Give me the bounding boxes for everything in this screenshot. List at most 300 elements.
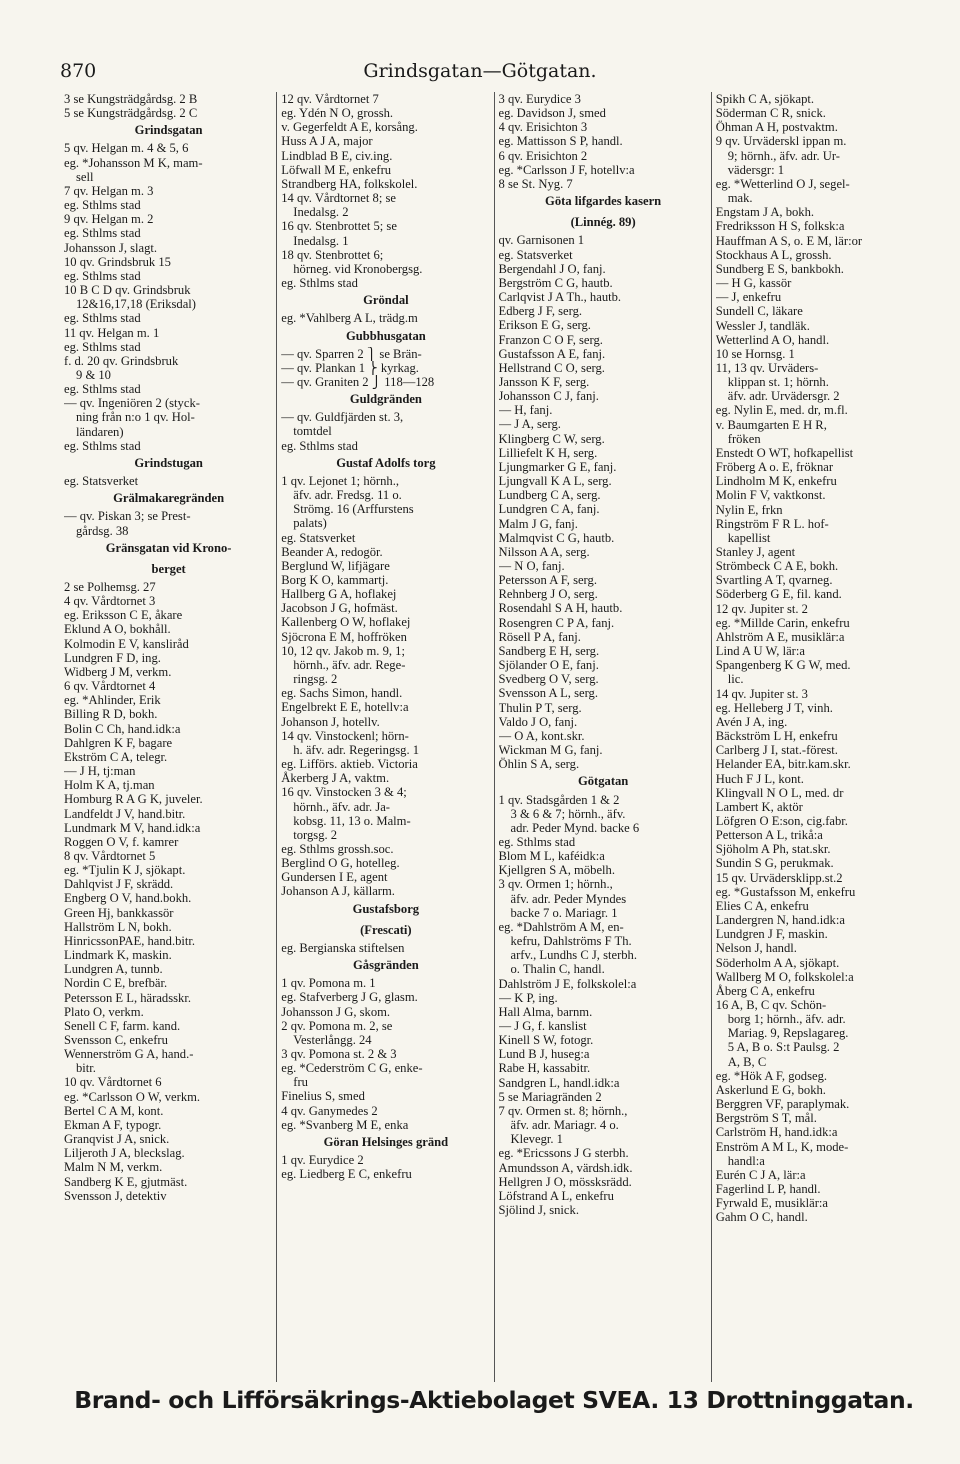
- directory-entry: eg. *Carlsson O W, verkm.: [64, 1089, 201, 1104]
- directory-entry: 9 qv. Helgan m. 2: [64, 212, 154, 227]
- directory-entry: eg. Sthlms stad: [64, 382, 141, 397]
- directory-entry: ning från n:o 1 qv. Hol-: [76, 410, 195, 425]
- directory-entry: ringsg. 2: [293, 672, 338, 687]
- directory-entry: Fagerlind L P, handl.: [715, 1182, 821, 1197]
- directory-entry: Blom M L, kaféidk:a: [498, 849, 605, 864]
- directory-entry: lic.: [727, 672, 744, 687]
- directory-entry: Wennerström G A, hand.-: [64, 1047, 194, 1062]
- directory-entry: Sandberg K E, gjutmäst.: [64, 1174, 188, 1189]
- directory-entry: Jacobson J G, hofmäst.: [281, 601, 398, 616]
- directory-entry: eg. *Dahlström A M, en-: [498, 919, 624, 934]
- directory-entry: Stockhaus A L, grossh.: [715, 247, 832, 262]
- street-heading: (Linnég. 89): [570, 215, 636, 230]
- directory-entry: 9; hörnh., äfv. adr. Ur-: [727, 148, 840, 163]
- directory-entry: Plato O, verkm.: [64, 1004, 144, 1019]
- directory-entry: 12 qv. Vårdtornet 7: [281, 92, 379, 106]
- directory-entry: — N O, fanj.: [498, 559, 565, 573]
- directory-entry: 5 qv. Helgan m. 4 & 5, 6: [64, 141, 189, 156]
- directory-entry: Petersson E L, häradsskr.: [64, 990, 191, 1005]
- directory-entry: Lind A U W, lär:a: [715, 644, 805, 659]
- page-header: [60, 60, 900, 88]
- directory-entry: arfv., Lundhs C J, sterbh.: [510, 948, 638, 963]
- directory-entry: o. Thalin C, handl.: [510, 962, 605, 977]
- directory-entry: Lindholm M K, enkefru: [715, 474, 837, 489]
- directory-entry: Billing R D, bokh.: [64, 707, 158, 722]
- directory-entry: Beander A, redogör.: [281, 544, 383, 559]
- directory-entry: Jansson K F, serg.: [498, 374, 590, 389]
- directory-entry: Kallenberg O W, hoflakej: [281, 615, 411, 630]
- directory-entry: Ringström F R L. hof-: [715, 516, 829, 531]
- street-heading: Grälmakaregränden: [113, 491, 225, 506]
- directory-entry: h. äfv. adr. Regeringsg. 1: [293, 742, 420, 757]
- directory-entry: Nylin E, frkn: [715, 502, 783, 517]
- directory-entry: tomtdel: [293, 424, 332, 439]
- directory-entry: Kinell S W, fotogr.: [498, 1033, 594, 1048]
- directory-entry: Strandberg HA, folkskolel.: [281, 176, 418, 191]
- directory-entry: Johansson J, slagt.: [64, 240, 158, 255]
- directory-entry: Johansson C J, fanj.: [498, 389, 599, 404]
- street-heading: Gubbhusgatan: [345, 328, 426, 343]
- directory-entry: Helander EA, bitr.kam.skr.: [715, 757, 851, 772]
- directory-entry: Löfgren O E:son, cig.fabr.: [715, 813, 848, 828]
- directory-entry: Avén J A, ing.: [715, 714, 788, 729]
- directory-entry: 12 qv. Jupiter st. 2: [715, 601, 808, 616]
- directory-entry: — qv. Piskan 3; se Prest-: [64, 509, 191, 524]
- directory-entry: eg. *Millde Carin, enkefru: [715, 615, 850, 630]
- directory-entry: Fröberg A o. E, fröknar: [715, 460, 834, 475]
- directory-entry: eg. Ydén N O, grossh.: [281, 106, 394, 121]
- directory-entry: Sundberg E S, bankbokh.: [715, 261, 844, 276]
- directory-entry: Fredriksson H S, folksk:a: [715, 219, 845, 234]
- directory-entry: A, B, C: [727, 1054, 767, 1069]
- street-heading: Guldgränden: [349, 392, 422, 407]
- street-heading: Göran Helsinges gränd: [323, 1134, 449, 1149]
- directory-entry: 12&16,17,18 (Eriksdal): [76, 297, 196, 312]
- directory-entry: eg. Davidson J, smed: [498, 106, 606, 121]
- directory-entry: handl:a: [727, 1153, 765, 1168]
- directory-entry: bitr.: [76, 1061, 96, 1076]
- directory-entry: äfv. adr. Mariagr. 4 o.: [510, 1118, 619, 1133]
- directory-entry: 15 qv. Urvädersklipp.st.2: [715, 870, 843, 885]
- directory-entry: Johanson J, hotellv.: [281, 714, 380, 729]
- directory-entry: Engstam J A, bokh.: [715, 205, 815, 220]
- directory-entry: mak.: [727, 191, 753, 206]
- directory-entry: eg. *Johansson M K, mam-: [64, 155, 203, 170]
- directory-entry: Bergström C G, hautb.: [498, 275, 613, 290]
- column-4: [711, 92, 928, 1382]
- directory-entry: Klingberg C W, serg.: [498, 431, 605, 446]
- directory-entry: Wetterlind A O, handl.: [715, 332, 830, 347]
- directory-entry: Hallberg G A, hoflakej: [281, 587, 397, 602]
- directory-entry: 11 qv. Helgan m. 1: [64, 325, 160, 340]
- directory-entry: HinricssonPAE, hand.bitr.: [64, 933, 196, 948]
- directory-entry: Johanson A J, källarm.: [281, 884, 395, 899]
- directory-entry: Löfwall M E, enkefru: [281, 162, 392, 177]
- directory-entry: Hellgren J O, mössksrädd.: [498, 1174, 632, 1189]
- directory-entry: ländaren): [76, 424, 124, 439]
- directory-entry: 4 qv. Vårdtornet 3: [64, 594, 156, 609]
- directory-entry: Carlberg J I, stat.-förest.: [715, 743, 838, 758]
- column-3: [494, 92, 711, 1382]
- directory-entry: eg. *Cederström C G, enke-: [281, 1061, 423, 1076]
- directory-entry: f. d. 20 qv. Grindsbruk: [64, 353, 179, 368]
- directory-entry: Öhman A H, postvaktm.: [715, 120, 838, 135]
- directory-entry: eg. *Ericssons J G sterbh.: [498, 1146, 629, 1161]
- directory-entry: Sjöholm A Ph, stat.skr.: [715, 842, 831, 857]
- directory-entry: Lundgren F D, ing.: [64, 650, 161, 665]
- directory-entry: Lindblad B E, civ.ing.: [281, 148, 393, 163]
- directory-entry: 16 A, B, C qv. Schön-: [715, 998, 827, 1012]
- directory-entry: Klevegr. 1: [510, 1132, 563, 1147]
- street-heading: berget: [151, 561, 186, 576]
- directory-entry: kefru, Dahlströms F Th.: [510, 934, 632, 949]
- directory-entry: Engelbrekt E E, hotellv:a: [281, 700, 409, 715]
- directory-entry: — J, enkefru: [715, 290, 782, 305]
- directory-entry: eg. Sthlms stad: [281, 438, 358, 453]
- directory-entry: — qv. Graniten 2 ⎭ 118—128: [281, 374, 435, 389]
- directory-entry: — qv. Ingeniören 2 (styck-: [64, 396, 200, 411]
- directory-entry: Svensson A L, serg.: [498, 686, 598, 701]
- directory-entry: torgsg. 2: [293, 827, 338, 842]
- directory-entry: Malm J G, fanj.: [498, 516, 578, 531]
- directory-entry: eg. *Carlsson J F, hotellv:a: [498, 162, 635, 177]
- directory-entry: fru: [293, 1075, 308, 1090]
- directory-entry: Ljungmarker G E, fanj.: [498, 459, 617, 474]
- directory-entry: 5 se Kungsträdgårdsg. 2 C: [64, 106, 198, 121]
- directory-entry: Åberg C A, enkefru: [715, 983, 815, 998]
- directory-entry: hörneg. vid Kronobergsg.: [293, 261, 423, 276]
- directory-entry: Sjölind J, snick.: [498, 1203, 579, 1218]
- street-heading: (Frescati): [360, 922, 412, 937]
- directory-entry: Nordin C E, brefbär.: [64, 976, 168, 991]
- directory-entry: Thulin P T, serg.: [498, 700, 582, 715]
- directory-entry: eg. *Gustafsson M, enkefru: [715, 884, 856, 899]
- directory-entry: Öhlin S A, serg.: [498, 757, 580, 772]
- directory-entry: 16 qv. Vinstocken 3 & 4;: [281, 785, 407, 800]
- directory-entry: eg. Sthlms stad: [64, 226, 141, 241]
- directory-entry: 4 qv. Ganymedes 2: [281, 1103, 378, 1118]
- directory-entry: — J A, serg.: [498, 417, 561, 432]
- directory-entry: Fyrwald E, musiklär:a: [715, 1196, 829, 1211]
- directory-entry: Nilsson A A, serg.: [498, 544, 590, 559]
- directory-entry: Landfeldt J V, hand.bitr.: [64, 806, 186, 821]
- directory-entry: Dahlqvist J F, skrädd.: [64, 877, 174, 892]
- street-heading: Gustafsborg: [352, 901, 420, 916]
- directory-entry: — qv. Guldfjärden st. 3,: [281, 410, 404, 425]
- directory-entry: eg. Sachs Simon, handl.: [281, 686, 403, 701]
- directory-entry: 14 qv. Vårdtornet 8; se: [281, 191, 396, 206]
- directory-entry: Dahlström J E, folkskolel:a: [498, 976, 637, 991]
- directory-entry: Hallström L N, bokh.: [64, 919, 172, 934]
- street-heading: Grindsgatan: [134, 123, 203, 138]
- directory-entry: Hauffman A S, o. E M, lär:or: [715, 233, 863, 248]
- directory-entry: Svensson J, detektiv: [64, 1188, 167, 1203]
- directory-entry: Johansson J G, skom.: [281, 1004, 391, 1019]
- directory-entry: Gustafsson A E, fanj.: [498, 346, 606, 361]
- directory-entry: 5 A, B o. S:t Paulsg. 2: [727, 1040, 840, 1055]
- directory-entry: Söderberg G E, fil. kand.: [715, 587, 842, 602]
- directory-entry: eg. Sthlms stad: [64, 339, 141, 354]
- directory-entry: Lundberg C A, serg.: [498, 488, 601, 503]
- directory-entry: eg. Lifförs. aktieb. Victoria: [281, 757, 418, 772]
- directory-entry: eg. Helleberg J T, vinh.: [715, 700, 833, 715]
- directory-entry: Berglund W, lifjägare: [281, 558, 390, 573]
- directory-entry: Lundgren A, tunnb.: [64, 962, 163, 977]
- directory-entry: Sandgren L, handl.idk:a: [498, 1075, 620, 1090]
- directory-entry: v. Gegerfeldt A E, korsång.: [281, 120, 418, 135]
- directory-entry: Wallberg M O, folkskolel:a: [715, 969, 854, 984]
- directory-entry: Amundsson A, värdsh.idk.: [498, 1160, 633, 1175]
- directory-entry: Lundgren J F, maskin.: [715, 927, 828, 942]
- directory-entry: 3 qv. Pomona st. 2 & 3: [281, 1047, 397, 1061]
- directory-entry: 9 qv. Urväderskl ippan m.: [715, 134, 847, 149]
- directory-entry: Sjölander O E, fanj.: [498, 658, 599, 673]
- directory-entry: eg. Liedberg E C, enkefru: [281, 1167, 412, 1182]
- directory-entry: Mariag. 9, Repslagareg.: [727, 1026, 849, 1041]
- directory-entry: Roggen O V, f. kamrer: [64, 834, 179, 849]
- directory-entry: v. Baumgarten E H R,: [715, 417, 827, 432]
- directory-entry: Bergendahl J O, fanj.: [498, 261, 606, 276]
- directory-entry: Granqvist J A, snick.: [64, 1132, 170, 1147]
- directory-entry: 9 & 10: [76, 367, 111, 382]
- directory-entry: fröken: [727, 431, 761, 446]
- directory-entry: Strömg. 16 (Arffurstens: [293, 502, 414, 517]
- directory-entry: 6 qv. Vårdtornet 4: [64, 679, 156, 694]
- directory-entry: Stanley J, agent: [715, 545, 796, 559]
- directory-entry: Holm K A, tj.man: [64, 778, 155, 793]
- directory-entry: eg. Stafverberg J G, glasm.: [281, 990, 418, 1005]
- directory-entry: Senell C F, farm. kand.: [64, 1018, 181, 1033]
- directory-entry: eg. *Wetterlind O J, segel-: [715, 176, 850, 191]
- directory-entry: Finelius S, smed: [281, 1089, 365, 1104]
- directory-entry: 7 qv. Helgan m. 3: [64, 183, 154, 198]
- directory-entry: Molin F V, vaktkonst.: [715, 488, 826, 503]
- directory-entry: Inedalsg. 1: [293, 233, 349, 248]
- footer-advert: Brand- och Lifförsäkrings-Aktiebolaget SVEA. 13 Drottninggatan.: [74, 1386, 914, 1414]
- directory-entry: eg. Bergianska stiftelsen: [281, 940, 405, 955]
- directory-entry: 10 qv. Grindsbruk 15: [64, 254, 171, 269]
- directory-entry: backe 7 o. Mariagr. 1: [510, 905, 618, 920]
- directory-entry: Petersson A F, serg.: [498, 573, 597, 588]
- directory-entry: Valdo J O, fanj.: [498, 714, 578, 729]
- directory-entry: eg. Statsverket: [64, 474, 139, 489]
- directory-entry: Söderholm A A, sjökapt.: [715, 955, 840, 970]
- directory-entry: 3 se Kungsträdgårdsg. 2 B: [64, 92, 198, 106]
- directory-entry: Malm N M, verkm.: [64, 1160, 163, 1175]
- directory-entry: Green Hj, bankkassör: [64, 905, 174, 920]
- directory-entry: eg. Nylin E, med. dr, m.fl.: [715, 403, 848, 418]
- directory-entry: 3 & 6 & 7; hörnh., äfv.: [510, 806, 626, 821]
- column-1: [60, 92, 276, 1382]
- directory-entry: Sjöcrona E M, hoffröken: [281, 629, 407, 644]
- directory-entry: Ekman A F, typogr.: [64, 1117, 162, 1132]
- directory-entry: Homburg R A G K, juveler.: [64, 792, 203, 807]
- directory-entry: 18 qv. Stenbrottet 6;: [281, 247, 384, 262]
- street-heading: Grindstugan: [134, 455, 203, 470]
- directory-entry: 1 qv. Stadsgården 1 & 2: [498, 792, 620, 807]
- directory-entry: äfv. adr. Fredsg. 11 o.: [293, 488, 402, 503]
- directory-entry: kobsg. 11, 13 o. Malm-: [293, 813, 411, 828]
- directory-entry: eg. Sthlms stad: [64, 311, 141, 326]
- directory-entry: 3 qv. Ormen 1; hörnh.,: [498, 877, 613, 892]
- directory-entry: Berggren VF, paraplymak.: [715, 1097, 850, 1112]
- directory-entry: eg. Sthlms stad: [64, 198, 141, 213]
- directory-entry: Enström A M L, K, mode-: [715, 1139, 849, 1154]
- directory-entry: 1 qv. Lejonet 1; hörnh.,: [281, 473, 400, 488]
- directory-entry: eg. *Vahlberg A L, trädg.m: [281, 311, 418, 326]
- directory-entry: Engberg O V, hand.bokh.: [64, 891, 192, 906]
- directory-entry: — J H, tj:man: [64, 764, 136, 779]
- street-heading: Gustaf Adolfs torg: [336, 455, 436, 470]
- directory-entry: 3 qv. Eurydice 3: [498, 92, 581, 106]
- directory-entry: 10 qv. Vårdtornet 6: [64, 1075, 162, 1090]
- directory-entry: Sundin S G, perukmak.: [715, 856, 834, 871]
- directory-entry: Wessler J, tandläk.: [715, 318, 810, 333]
- directory-entry: 1 qv. Pomona m. 1: [281, 976, 376, 991]
- page-title: Grindsgatan—Götgatan.: [363, 60, 597, 82]
- directory-entry: eg. Eriksson C E, åkare: [64, 608, 183, 623]
- directory-entry: Åkerberg J A, vaktm.: [281, 771, 390, 786]
- directory-entry: Söderman C R, snick.: [715, 106, 826, 121]
- directory-entry: Eklund A O, bokhåll.: [64, 622, 171, 637]
- directory-entry: 14 qv. Jupiter st. 3: [715, 686, 808, 701]
- directory-entry: Erikson E G, serg.: [498, 318, 591, 333]
- directory-entry: Rabe H, kassabitr.: [498, 1061, 591, 1076]
- directory-entry: Carlqvist J A Th., hautb.: [498, 290, 622, 305]
- directory-entry: Carlström H, hand.idk:a: [715, 1125, 838, 1140]
- directory-entry: 10 B C D qv. Grindsbruk: [64, 283, 191, 298]
- directory-entry: Bergström S T, mål.: [715, 1111, 817, 1126]
- directory-entry: Edberg J F, serg.: [498, 304, 583, 319]
- directory-entry: sell: [76, 169, 94, 184]
- directory-entry: 6 qv. Erisichton 2: [498, 148, 588, 163]
- directory-entry: Widberg J M, verkm.: [64, 664, 172, 679]
- directory-entry: Rehnberg J O, serg.: [498, 587, 598, 602]
- directory-entry: hörnh., äfv. adr. Rege-: [293, 657, 406, 672]
- directory-entry: eg. *Hök A F, godseg.: [715, 1068, 828, 1083]
- directory-entry: Lindmark K, maskin.: [64, 948, 172, 963]
- directory-entry: Inedalsg. 2: [293, 205, 349, 220]
- directory-entry: klippan st. 1; hörnh.: [727, 375, 829, 390]
- directory-entry: Kjellgren S A, möbelh.: [498, 863, 615, 878]
- directory-entry: Strömbeck C A E, bokh.: [715, 559, 839, 574]
- directory-entry: — K P, ing.: [498, 990, 558, 1005]
- directory-entry: äfv. adr. Urvädersgr. 2: [727, 389, 840, 404]
- directory-entry: vädersgr: 1: [727, 162, 785, 177]
- directory-entry: 5 se Mariagränden 2: [498, 1089, 602, 1104]
- directory-entry: eg. Sthlms grossh.soc.: [281, 841, 394, 856]
- directory-entry: Berglind O G, hotelleg.: [281, 856, 400, 871]
- directory-entry: Svensson C, enkefru: [64, 1033, 168, 1047]
- directory-entry: Lambert K, aktör: [715, 799, 803, 814]
- directory-entry: Lundgren C A, fanj.: [498, 502, 600, 517]
- directory-entry: gårdsg. 38: [76, 523, 129, 538]
- directory-entry: 1 qv. Eurydice 2: [281, 1153, 364, 1168]
- directory-entry: — qv. Sparren 2 ⎫ se Brän-: [281, 346, 422, 361]
- directory-entry: Gahm O C, handl.: [715, 1210, 808, 1225]
- directory-entry: Liljeroth J A, bleckslag.: [64, 1146, 185, 1161]
- directory-entry: Rösell P A, fanj.: [498, 629, 581, 644]
- directory-entry: Bolin C Ch, hand.idk:a: [64, 721, 181, 736]
- directory-entry: 7 qv. Ormen st. 8; hörnh.,: [498, 1103, 628, 1118]
- directory-entry: 8 qv. Vårdtornet 5: [64, 848, 156, 863]
- directory-entry: Löfstrand A L, enkefru: [498, 1188, 614, 1203]
- directory-entry: Kolmodin E V, kansliråd: [64, 636, 189, 651]
- directory-entry: Eurén C J A, lär:a: [715, 1167, 806, 1182]
- directory-entry: Lund B J, huseg:a: [498, 1047, 590, 1062]
- directory-entry: Hellstrand C O, serg.: [498, 360, 605, 375]
- directory-entry: 10, 12 qv. Jakob m. 9, 1;: [281, 643, 405, 658]
- directory-entry: Ljungvall K A L, serg.: [498, 474, 612, 489]
- directory-entry: eg. *Tjulin K J, sjökapt.: [64, 863, 186, 878]
- directory-entry: 14 qv. Vinstockenl; hörn-: [281, 728, 409, 743]
- directory-entry: Klingvall N O L, med. dr: [715, 785, 844, 800]
- directory-entry: 11, 13 qv. Urväders-: [715, 360, 819, 375]
- directory-entry: eg. Sthlms stad: [64, 438, 141, 453]
- directory-entry: hörnh., äfv. adr. Ja-: [293, 799, 391, 814]
- street-heading: Göta lifgardes kasern: [545, 194, 662, 209]
- directory-entry: 2 qv. Pomona m. 2, se: [281, 1018, 393, 1033]
- directory-entry: Askerlund E G, bokh.: [715, 1082, 826, 1097]
- directory-entry: 4 qv. Erisichton 3: [498, 120, 588, 135]
- street-heading: Götgatan: [577, 774, 629, 789]
- directory-entry: — J G, f. kanslist: [498, 1019, 587, 1033]
- directory-entry: kapellist: [727, 530, 771, 545]
- directory-entry: Huch F J L, kont.: [715, 771, 804, 786]
- directory-entry: Rosengren C P A, fanj.: [498, 615, 615, 630]
- directory-entry: Borg K O, kammartj.: [281, 573, 389, 587]
- directory-entry: äfv. adr. Peder Myndes: [510, 891, 627, 906]
- page-number: 870: [60, 60, 97, 82]
- directory-entry: Bertel C A M, kont.: [64, 1103, 164, 1118]
- directory-entry: eg. Sthlms stad: [281, 276, 358, 291]
- directory-entry: — H G, kassör: [715, 276, 792, 291]
- directory-entry: Enstedt O WT, hofkapellist: [715, 445, 854, 460]
- street-heading: Gröndal: [363, 293, 409, 308]
- directory-entry: Petterson A L, trikå:a: [715, 828, 823, 843]
- directory-entry: — O A, kont.skr.: [498, 728, 585, 743]
- directory-entry: — H, fanj.: [498, 403, 553, 418]
- directory-entry: Franzon C O F, serg.: [498, 332, 603, 347]
- directory-entry: 10 se Hornsg. 1: [715, 346, 795, 361]
- directory-entry: Malmqvist C G, hautb.: [498, 530, 615, 545]
- directory-entry: eg. Sthlms stad: [64, 268, 141, 283]
- directory-entry: Vesterlångg. 24: [293, 1032, 372, 1047]
- directory-entry: Rosendahl S A H, hautb.: [498, 601, 623, 616]
- directory-entry: Nelson J, handl.: [715, 941, 797, 956]
- directory-entry: Elies C A, enkefru: [715, 898, 809, 913]
- street-heading: Gåsgränden: [352, 958, 419, 973]
- directory-entry: Ahlström A E, musiklär:a: [715, 629, 845, 644]
- directory-entry: Huss A J A, major: [281, 134, 373, 149]
- directory-entry: adr. Peder Mynd. backe 6: [510, 820, 640, 835]
- directory-entry: Lilliefelt K H, serg.: [498, 445, 598, 460]
- street-heading: Gränsgatan vid Krono-: [105, 540, 232, 555]
- directory-entry: Svedberg O V, serg.: [498, 672, 599, 687]
- directory-entry: Wickman M G, fanj.: [498, 743, 603, 758]
- directory-entry: Svartling A T, qvarneg.: [715, 573, 833, 588]
- directory-entry: Lundmark M V, hand.idk:a: [64, 820, 201, 835]
- directory-entry: palats): [293, 516, 327, 531]
- directory-entry: 8 se St. Nyg. 7: [498, 176, 573, 191]
- directory-entry: eg. *Ahlinder, Erik: [64, 693, 161, 708]
- directory-entry: 16 qv. Stenbrottet 5; se: [281, 219, 397, 234]
- directory-entry: eg. Statsverket: [281, 530, 356, 545]
- directory-entry: Landergren N, hand.idk:a: [715, 913, 845, 928]
- directory-entry: eg. Mattisson S P, handl.: [498, 134, 623, 149]
- directory-entry: Sandberg E H, serg.: [498, 643, 600, 658]
- directory-entry: Bäckström L H, enkefru: [715, 729, 838, 744]
